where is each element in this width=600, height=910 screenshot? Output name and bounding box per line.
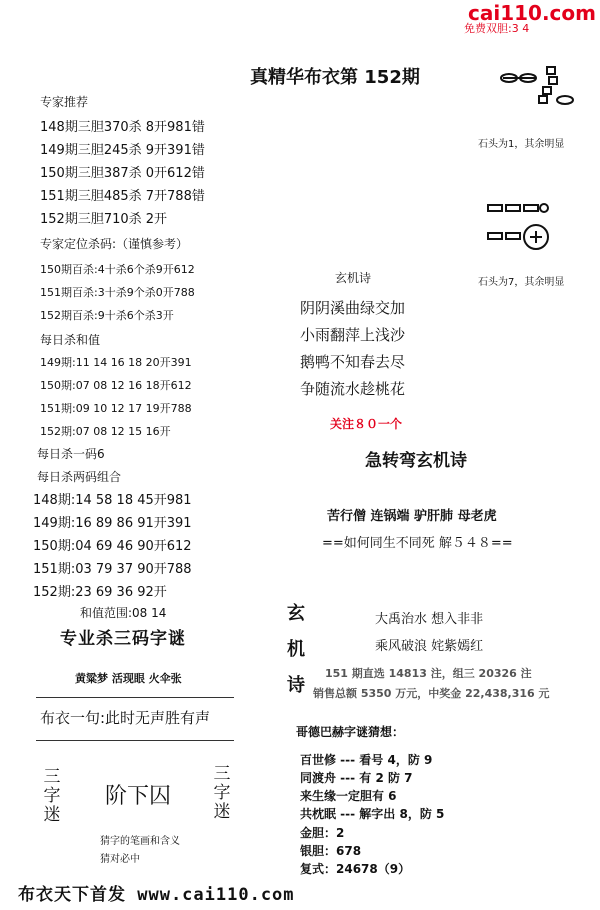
three-char-riddle-left: 三字迷 xyxy=(43,767,61,825)
sales-line: 151 期直选 14813 注，组三 20326 注 xyxy=(325,667,532,680)
riddle-hint: 猜对必中 xyxy=(100,854,140,865)
brain-teaser-title: 急转弯玄机诗 xyxy=(365,451,467,471)
footer-brand[interactable]: 布衣天下首发 www.cai110.com xyxy=(18,885,295,905)
pair-kill-row: 149期:16 89 86 91开391 xyxy=(33,516,192,531)
stone-caption-7: 石头为7，其余明显 xyxy=(478,277,565,288)
goethe-row: 同渡舟 --- 有 2 防 7 xyxy=(300,771,413,785)
poem-line: 阴阴溪曲绿交加 xyxy=(300,299,406,317)
position-kill-row: 151期百杀:3十杀9个杀0开788 xyxy=(40,286,195,299)
stone-caption-1: 石头为1，其余明显 xyxy=(478,139,565,150)
free-double-bile: 免费双胆:3 4 xyxy=(464,22,530,35)
poem-line: 争随流水趁桃花 xyxy=(300,380,406,398)
poem2-line: 大禹治水 想入非非 xyxy=(375,612,484,627)
sum-kill-row: 151期:09 10 12 17 19开788 xyxy=(40,402,192,415)
sum-kill-title: 每日杀和值 xyxy=(40,333,101,347)
sales-line: 销售总额 5350 万元，中奖金 22,438,316 元 xyxy=(313,687,550,700)
shi-char: 诗 xyxy=(287,675,305,696)
expert-row: 152期三胆710杀 2开 xyxy=(40,212,168,227)
divider xyxy=(36,740,234,741)
sum-range: 和值范围:08 14 xyxy=(80,606,167,620)
three-char-riddle-right: 三字迷 xyxy=(213,764,231,822)
site-logo[interactable]: cai110.com xyxy=(468,1,596,25)
poem2-line: 乘风破浪 姹紫嫣红 xyxy=(375,639,484,654)
pair-kill-row: 148期:14 58 18 45开981 xyxy=(33,493,192,508)
stone-puzzle-1-icon xyxy=(495,60,585,110)
divider xyxy=(36,697,234,698)
page-title: 真精华布衣第 152期 xyxy=(250,67,420,88)
sum-kill-row: 149期:11 14 16 18 20开391 xyxy=(40,356,192,369)
riddle-hint: 猜字的笔画和含义 xyxy=(100,836,180,847)
poem-line: 鹅鸭不知春去尽 xyxy=(300,353,406,371)
sum-kill-row: 152期:07 08 12 15 16开 xyxy=(40,425,171,438)
pair-kill-row: 150期:04 69 46 90开612 xyxy=(33,539,192,554)
teaser-words: 苦行僧 连锅端 驴肝肺 母老虎 xyxy=(327,509,497,524)
poem-title: 玄机诗 xyxy=(335,271,372,285)
sum-kill-row: 150期:07 08 12 16 18开612 xyxy=(40,379,192,392)
teaser-question: ==如何同生不同死 解５４８== xyxy=(322,536,513,551)
one-line-tip: 布衣一句:此时无声胜有声 xyxy=(40,709,211,727)
kill-one-code: 每日杀一码6 xyxy=(37,447,105,461)
position-kill-row: 152期百杀:9十杀6个杀3开 xyxy=(40,309,174,322)
expert-row: 148期三胆370杀 8开981错 xyxy=(40,120,205,135)
goethe-row: 金胆：2 xyxy=(300,826,345,840)
goethe-row: 银胆：678 xyxy=(300,844,362,858)
goethe-row: 来生缘一定胆有 6 xyxy=(300,789,397,803)
expert-row: 151期三胆485杀 7开788错 xyxy=(40,189,205,204)
riddle-words: 黄粱梦 活现眼 火伞张 xyxy=(75,672,182,685)
xuan-char: 玄 xyxy=(287,603,305,624)
expert-row: 149期三胆245杀 9开391错 xyxy=(40,143,205,158)
pair-kill-row: 152期:23 69 36 92开 xyxy=(33,585,167,600)
ji-char: 机 xyxy=(287,639,305,660)
riddle-title: 专业杀三码字谜 xyxy=(60,629,186,649)
expert-title: 专家推荐 xyxy=(40,95,89,109)
focus-number: 关注８０一个 xyxy=(330,417,403,431)
goethe-title: 哥德巴赫字谜猜想： xyxy=(296,725,405,739)
goethe-row: 共枕眠 --- 解字出 8，防 5 xyxy=(300,807,445,821)
goethe-row: 百世修 --- 看号 4，防 9 xyxy=(300,753,433,767)
goethe-row: 复式：24678（9） xyxy=(300,862,411,876)
pair-kill-row: 151期:03 79 37 90开788 xyxy=(33,562,192,577)
stone-puzzle-7-icon xyxy=(480,195,570,265)
pair-kill-title: 每日杀两码组合 xyxy=(37,470,122,484)
position-kill-title: 专家定位杀码:（谨慎参考） xyxy=(40,237,189,251)
riddle-answer-word: 阶下囚 xyxy=(105,784,172,809)
poem-line: 小雨翻萍上浅沙 xyxy=(300,326,406,344)
position-kill-row: 150期百杀:4十杀6个杀9开612 xyxy=(40,263,195,276)
expert-row: 150期三胆387杀 0开612错 xyxy=(40,166,205,181)
